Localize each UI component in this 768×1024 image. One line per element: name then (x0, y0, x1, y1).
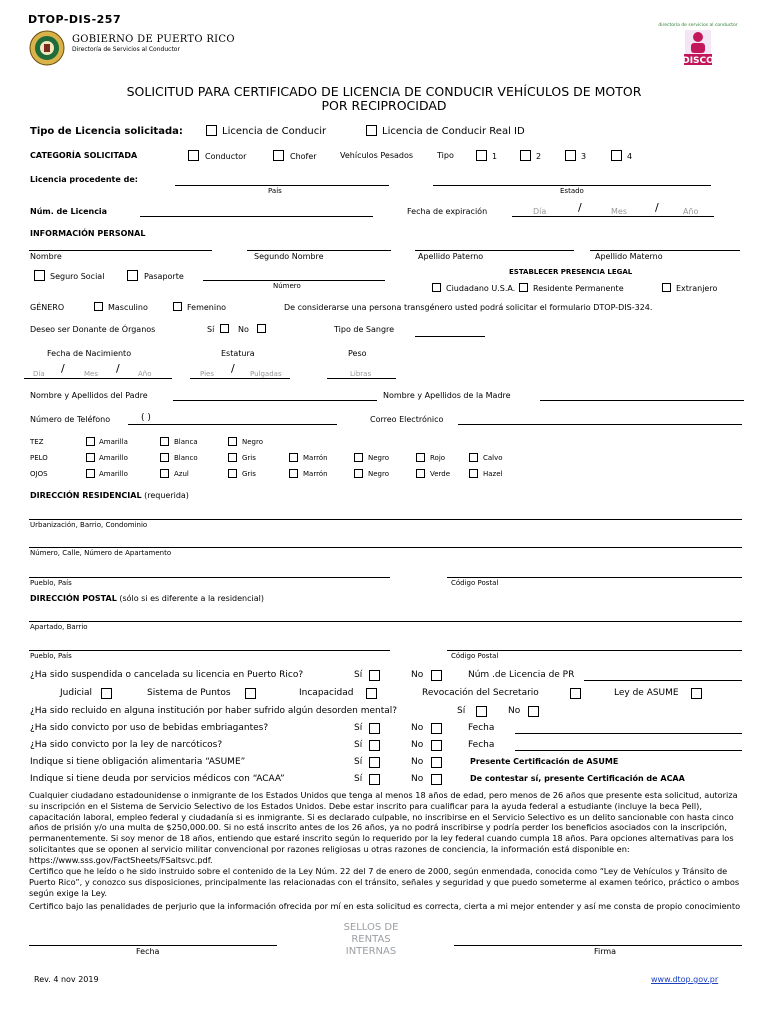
male-checkbox[interactable] (94, 302, 103, 311)
reason-points-checkbox[interactable] (245, 688, 256, 699)
passport-label: Pasaporte (144, 272, 184, 281)
blood-type-label: Tipo de Sangre (334, 325, 395, 334)
resident-label: Residente Permanente (533, 284, 624, 293)
hair-option-label: Gris (242, 454, 256, 462)
q6-yes-checkbox[interactable] (369, 774, 380, 785)
phone-line[interactable] (128, 424, 337, 425)
q6-no-checkbox[interactable] (431, 774, 442, 785)
type-2-checkbox[interactable] (520, 150, 531, 161)
q6-no-label: No (411, 774, 424, 784)
donor-yes-label: Sí (207, 325, 215, 334)
second-name-label: Segundo Nombre (254, 252, 324, 261)
citizen-checkbox[interactable] (432, 283, 441, 292)
birthdate-line[interactable] (24, 378, 172, 379)
eyes-option-label: Gris (242, 470, 256, 478)
residential-required-note: (requerida) (141, 491, 189, 500)
hair-option-label: Blanco (174, 454, 198, 462)
type-3-label: 3 (581, 152, 587, 161)
pounds-hint: Libras (350, 370, 372, 378)
category-heavy-label: Vehículos Pesados (340, 151, 414, 160)
skin-option-label: Amarilla (99, 438, 128, 446)
area-code-paren: ( ) (141, 413, 151, 423)
svg-text:DISCO: DISCO (682, 56, 714, 66)
website-link[interactable]: www.dtop.gov.pr (651, 975, 719, 984)
q5-no-label: No (411, 757, 424, 767)
skin-white-checkbox[interactable] (160, 437, 169, 446)
exp-month-hint: Mes (611, 207, 627, 216)
eyes-option-label: Negro (368, 470, 389, 478)
inches-hint: Pulgadas (250, 370, 282, 378)
postal-apartado-line[interactable] (29, 621, 742, 622)
q3-date-line[interactable] (515, 733, 742, 734)
hair-label: PELO (30, 454, 48, 462)
residential-town-label: Pueblo, País (30, 579, 72, 587)
eyes-option-label: Verde (430, 470, 451, 478)
origin-state-line[interactable] (433, 185, 711, 186)
skin-black-checkbox[interactable] (228, 437, 237, 446)
id-number-line[interactable] (203, 280, 385, 281)
donor-no-checkbox[interactable] (257, 324, 266, 333)
stamps-line1: SELLOS DE (343, 922, 399, 933)
weight-line[interactable] (327, 378, 396, 379)
eyes-hazel-checkbox[interactable] (469, 469, 478, 478)
origin-label: Licencia procedente de: (30, 175, 138, 184)
female-label: Femenino (187, 303, 227, 312)
q1-yes-label: Sí (354, 670, 363, 680)
mother-name-line[interactable] (540, 400, 744, 401)
eyes-blue-checkbox[interactable] (160, 469, 169, 478)
q5-yes-label: Sí (354, 757, 363, 767)
q4-date-line[interactable] (515, 750, 742, 751)
license-type-label: Tipo de Licencia solicitada: (30, 126, 183, 137)
eyes-gray-checkbox[interactable] (228, 469, 237, 478)
law-certification-paragraph: Certifico que he leído o he sido instruido sobre el contenido de la Ley Núm. 22 del 7 de enero de 2000, según enmendada, conocida como “Ley de Vehículos y Tránsito de Puerto Rico”, y conozco sus disposiciones, principalmente las relacionadas con el tránsito, señales y seguridad y que puedo someterme al examen teórico, práctico o ambos según exige la Ley. (29, 866, 740, 898)
disco-logo-icon (658, 21, 738, 67)
puerto-rico-seal-icon (29, 30, 65, 66)
q6-yes-label: Sí (354, 774, 363, 784)
category-conductor-checkbox[interactable] (188, 150, 199, 161)
hair-red-checkbox[interactable] (416, 453, 425, 462)
height-slash: / (231, 362, 235, 375)
mother-name-label: Nombre y Apellidos de la Madre (383, 391, 511, 400)
gender-label: GÉNERO (30, 303, 65, 312)
eyes-option-label: Azul (174, 470, 189, 478)
phone-label: Número de Teléfono (30, 415, 111, 424)
q1-yes-checkbox[interactable] (369, 670, 380, 681)
type-4-checkbox[interactable] (611, 150, 622, 161)
type-4-label: 4 (627, 152, 633, 161)
exp-slash-1: / (578, 201, 582, 214)
birth-day-hint: Día (33, 370, 45, 378)
skin-yellow-checkbox[interactable] (86, 437, 95, 446)
postal-apartado-label: Apartado, Barrio (30, 623, 88, 631)
height-label: Estatura (221, 349, 255, 358)
last-name-maternal-line[interactable] (590, 250, 740, 251)
eyes-black-checkbox[interactable] (354, 469, 363, 478)
feet-hint: Pies (200, 370, 214, 378)
eyes-label: OJOS (30, 470, 48, 478)
residential-zip-line[interactable] (447, 577, 742, 578)
postal-zip-label: Código Postal (451, 652, 499, 660)
expiration-label: Fecha de expiración (407, 207, 488, 216)
postal-town-label: Pueblo, País (30, 652, 72, 660)
q3-yes-label: Sí (354, 723, 363, 733)
height-line[interactable] (190, 378, 290, 379)
q1-no-label: No (411, 670, 424, 680)
birth-month-hint: Mes (84, 370, 98, 378)
male-label: Masculino (108, 303, 148, 312)
skin-option-label: Blanca (174, 438, 198, 446)
question-alcohol: ¿Ha sido convicto por uso de bebidas embriagantes? (30, 723, 269, 733)
category-chofer-checkbox[interactable] (273, 150, 284, 161)
origin-country-line[interactable] (175, 185, 389, 186)
donor-no-label: No (238, 325, 249, 334)
skin-label: TEZ (30, 438, 44, 446)
origin-state-label: Estado (560, 187, 584, 195)
q4-date-label: Fecha (468, 740, 495, 750)
hair-black-checkbox[interactable] (354, 453, 363, 462)
category-label: CATEGORÍA SOLICITADA (30, 151, 138, 160)
question-asume: Indique si tiene obligación alimentaria “ASUME” (30, 757, 246, 767)
maternal-label: Apellido Materno (595, 252, 663, 261)
date-signature-line[interactable] (29, 945, 277, 946)
foreigner-checkbox[interactable] (662, 283, 671, 292)
residential-urb-label: Urbanización, Barrio, Condominio (30, 521, 148, 529)
date-signature-label: Fecha (136, 947, 160, 956)
hair-bald-checkbox[interactable] (469, 453, 478, 462)
hair-option-label: Amarillo (99, 454, 128, 462)
birth-slash-1: / (61, 362, 65, 375)
license-number-label: Núm. de Licencia (30, 207, 108, 216)
eyes-option-label: Hazel (483, 470, 503, 478)
reason-revocation-checkbox[interactable] (570, 688, 581, 699)
hair-option-label: Rojo (430, 454, 446, 462)
license-regular-label: Licencia de Conducir (222, 126, 327, 137)
hair-white-checkbox[interactable] (160, 453, 169, 462)
residential-street-label: Número, Calle, Número de Apartamento (30, 549, 172, 557)
foreigner-label: Extranjero (676, 284, 718, 293)
q3-date-label: Fecha (468, 723, 495, 733)
eyes-green-checkbox[interactable] (416, 469, 425, 478)
reason-points-label: Sistema de Puntos (147, 688, 231, 698)
license-number-line[interactable] (140, 216, 373, 217)
expiration-line[interactable] (512, 216, 714, 217)
second-name-line[interactable] (247, 250, 391, 251)
email-line[interactable] (458, 424, 742, 425)
q5-no-checkbox[interactable] (431, 757, 442, 768)
postal-heading-text: DIRECCIÓN POSTAL (30, 594, 117, 603)
q4-yes-checkbox[interactable] (369, 740, 380, 751)
eyes-option-label: Marrón (303, 470, 328, 478)
q3-no-checkbox[interactable] (431, 723, 442, 734)
reason-disability-label: Incapacidad (299, 688, 354, 698)
hair-option-label: Calvo (483, 454, 503, 462)
citizen-label: Ciudadano U.S.A. (446, 284, 516, 293)
license-real-id-label: Licencia de Conducir Real ID (382, 126, 525, 137)
exp-day-hint: Día (533, 207, 547, 216)
q5-yes-checkbox[interactable] (369, 757, 380, 768)
father-name-label: Nombre y Apellidos del Padre (30, 391, 148, 400)
type-3-checkbox[interactable] (565, 150, 576, 161)
residential-heading (30, 491, 189, 500)
license-real-id-checkbox[interactable] (366, 125, 377, 136)
postal-town-line[interactable] (29, 650, 390, 651)
q1-no-checkbox[interactable] (431, 670, 442, 681)
reason-asume-label: Ley de ASUME (614, 688, 679, 698)
email-label: Correo Electrónico (370, 415, 444, 424)
postal-heading (30, 594, 264, 603)
ssn-checkbox[interactable] (34, 270, 45, 281)
q2-no-label: No (508, 706, 521, 716)
government-department: Directoría de Servicios al Conductor (72, 46, 180, 53)
personal-info-heading: INFORMACIÓN PERSONAL (30, 229, 146, 238)
weight-label: Peso (348, 349, 367, 358)
stamps-placeholder (330, 922, 412, 958)
q2-yes-checkbox[interactable] (476, 706, 487, 717)
residential-street-line[interactable] (29, 547, 742, 548)
hair-option-label: Marrón (303, 454, 328, 462)
stamps-line2: RENTAS (351, 934, 391, 945)
birth-slash-2: / (116, 362, 120, 375)
hair-gray-checkbox[interactable] (228, 453, 237, 462)
question-mental: ¿Ha sido recluido en alguna institución por haber sufrido algún desorden mental? (30, 706, 398, 716)
eyes-brown-checkbox[interactable] (289, 469, 298, 478)
eyes-yellow-checkbox[interactable] (86, 469, 95, 478)
selective-service-paragraph: Cualquier ciudadano estadounidense o inmigrante de los Estados Unidos que tenga al menos 18 años de edad, pero menos de 26 años que presente esta solicitud, autoriza su inscripción en el Sistema de Servicio Selectivo de los Estados Unidos. Debe estar inscrito para cualificar para la ayuda federal a estudiante (incluye la beca Pell), capacitación laboral, empleo federal y ciudadanía si es inmigrante. Si es declarado culpable, no inscribirse en el Servicio Selectivo es un delito sancionable con hasta cinco años de prisión y/o una multa de $250,000.00. Si no está inscrito antes de los 26 años, ya no podrá inscribirse y podría perder los beneficios asociados con la inscripción, permanentemente. Si soy menor de 18 años, entiendo que estaré inscrito según lo requerido por la ley federal cuando cumpla 18 años. Para opciones alternativas para los solicitantes que se oponen al servicio militar convencional por razones religiosas u otras razones de conciencia, la información está disponible en: https://www.sss.gov/FactSheets/FSaltsvc.pdf. (29, 790, 738, 865)
perjury-certification-paragraph: Certifico bajo las penalidades de perjurio que la información ofrecida por mí en esta solicitud es correcta, cierta a mi mejor entender y así me consta de propio conocimiento (29, 901, 741, 911)
acaa-note: De contestar sí, presente Certificación de ACAA (470, 774, 685, 783)
q2-no-checkbox[interactable] (528, 706, 539, 717)
type-1-checkbox[interactable] (476, 150, 487, 161)
stamps-line3: INTERNAS (345, 946, 397, 957)
reason-asume-checkbox[interactable] (691, 688, 702, 699)
question-narcotics: ¿Ha sido convicto por la ley de narcóticos? (30, 740, 223, 750)
reason-disability-checkbox[interactable] (366, 688, 377, 699)
last-name-paternal-line[interactable] (415, 250, 574, 251)
birth-year-hint: Año (138, 370, 152, 378)
svg-text:directoría de servicios al con: directoría de servicios al conductor (658, 23, 738, 28)
exp-slash-2: / (655, 201, 659, 214)
q4-no-label: No (411, 740, 424, 750)
type-2-label: 2 (536, 152, 542, 161)
asume-note: Presente Certificación de ASUME (470, 757, 619, 766)
passport-checkbox[interactable] (127, 270, 138, 281)
q4-no-checkbox[interactable] (431, 740, 442, 751)
government-name: GOBIERNO DE PUERTO RICO (72, 34, 235, 45)
postal-note: (sólo si es diferente a la residencial) (116, 594, 264, 603)
exp-year-hint: Año (683, 207, 699, 216)
residential-heading-text: DIRECCIÓN RESIDENCIAL (30, 491, 142, 500)
q3-yes-checkbox[interactable] (369, 723, 380, 734)
postal-zip-line[interactable] (447, 650, 742, 651)
reason-judicial-checkbox[interactable] (101, 688, 112, 699)
reason-judicial-label: Judicial (60, 688, 93, 698)
category-type-label: Tipo (437, 151, 454, 160)
hair-yellow-checkbox[interactable] (86, 453, 95, 462)
q3-no-label: No (411, 723, 424, 733)
female-checkbox[interactable] (173, 302, 182, 311)
organ-donor-label: Deseo ser Donante de Órganos (30, 325, 156, 334)
hair-brown-checkbox[interactable] (289, 453, 298, 462)
form-title-line2: POR RECIPROCIDAD (321, 98, 447, 113)
residential-urb-line[interactable] (29, 519, 742, 520)
id-number-label: Número (273, 282, 301, 290)
hair-option-label: Negro (368, 454, 389, 462)
residential-town-line[interactable] (29, 577, 390, 578)
residential-zip-label: Código Postal (451, 579, 499, 587)
q4-yes-label: Sí (354, 740, 363, 750)
category-chofer-label: Chofer (290, 152, 317, 161)
pr-license-num-label: Núm .de Licencia de PR (468, 670, 575, 680)
revision-label: Rev. 4 nov 2019 (34, 975, 99, 984)
resident-checkbox[interactable] (519, 283, 528, 292)
ssn-label: Seguro Social (50, 272, 105, 281)
q2-yes-label: Sí (457, 706, 466, 716)
signature-label: Firma (594, 947, 617, 956)
legal-presence-heading: ESTABLECER PRESENCIA LEGAL (509, 268, 633, 276)
pr-license-num-line[interactable] (584, 680, 742, 681)
form-title-line1: SOLICITUD PARA CERTIFICADO DE LICENCIA DE CONDUCIR VEHÍCULOS DE MOTOR (126, 84, 642, 99)
paternal-label: Apellido Paterno (418, 252, 484, 261)
first-name-label: Nombre (30, 252, 62, 261)
category-conductor-label: Conductor (205, 152, 247, 161)
origin-country-label: País (268, 187, 282, 195)
birthdate-label: Fecha de Nacimiento (47, 349, 132, 358)
donor-yes-checkbox[interactable] (220, 324, 229, 333)
reason-revocation-label: Revocación del Secretario (422, 688, 539, 698)
type-1-label: 1 (492, 152, 498, 161)
father-name-line[interactable] (173, 400, 377, 401)
transgender-note: De considerarse una persona transgénero usted podrá solicitar el formulario DTOP-DIS-324. (284, 303, 653, 312)
first-name-line[interactable] (29, 250, 212, 251)
question-suspended: ¿Ha sido suspendida o cancelada su licencia en Puerto Rico? (30, 670, 304, 680)
form-code: DTOP-DIS-257 (28, 13, 122, 26)
question-acaa: Indique si tiene deuda por servicios médicos con “ACAA” (30, 774, 285, 784)
blood-type-line[interactable] (415, 336, 485, 337)
signature-line[interactable] (454, 945, 742, 946)
eyes-option-label: Amarillo (99, 470, 128, 478)
license-regular-checkbox[interactable] (206, 125, 217, 136)
skin-option-label: Negro (242, 438, 263, 446)
